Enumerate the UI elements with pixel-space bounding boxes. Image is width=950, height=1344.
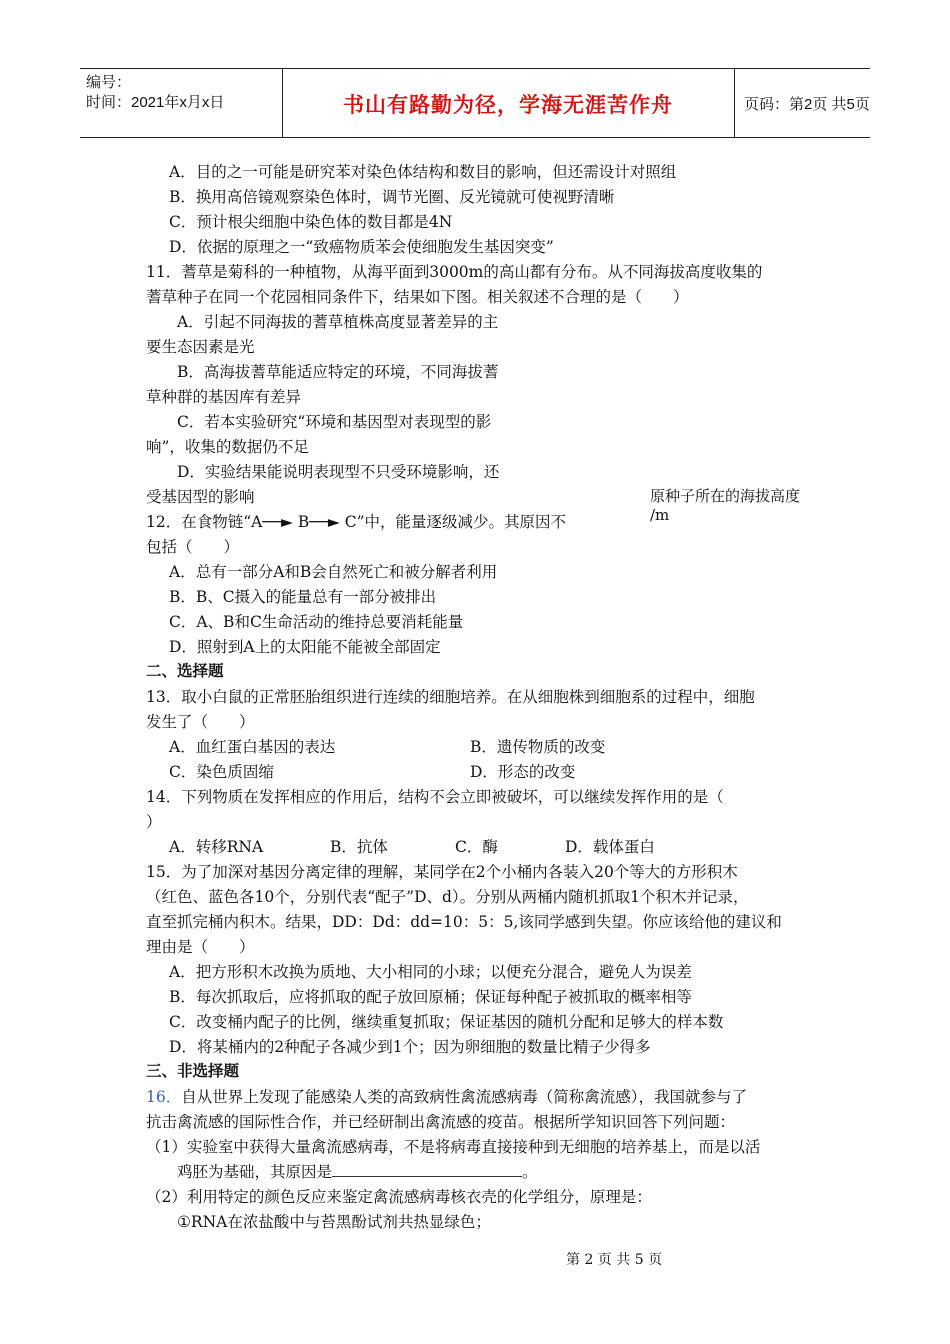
q10-option-a: A．目的之一可能是研究苯对染色体结构和数目的影响，但还需设计对照组 [169,163,677,181]
figure-caption: 原种子所在的海拔高度 [650,487,801,505]
q14-option-d: D．载体蛋白 [565,838,655,856]
q11-stem-2: 蓍草种子在同一个花园相同条件下，结果如下图。相关叙述不合理的是（ ） [146,288,689,306]
q11-option-c-2: 响”，收集的数据仍不足 [146,438,309,456]
header-page-cell [734,69,870,137]
q15-stem-3: 直至抓完桶内积木。结果，DD：Dd：dd=10：5：5,该同学感到失望。你应该给他的建议和 [146,913,782,931]
q12-option-c: C．A、B和C生命活动的维持总要消耗能量 [169,613,464,631]
q13-option-c: C．染色质固缩 [169,763,274,781]
q12-option-a: A．总有一部分A和B会自然死亡和被分解者利用 [169,563,498,581]
number-label: 编号： [86,74,132,91]
date-label: 时间：2021年x月x日 [86,94,225,111]
q16-number: 16． [146,1088,182,1106]
q16-stem-1-text: 自从世界上发现了能感染人类的高致病性禽流感病毒（简称禽流感），我国就参与了 [181,1088,747,1106]
q15-option-b: B．每次抓取后，应将抓取的配子放回原桶；保证每种配子被抓取的概率相等 [169,988,692,1006]
motto: 书山有路勤为径，学海无涯苦作舟 [343,94,673,117]
q14-stem-1: 14．下列物质在发挥相应的作用后，结构不会立即被破坏，可以继续发挥作用的是（ [146,788,724,806]
section-3-heading: 三、非选择题 [146,1063,240,1080]
section-2-heading: 二、选择题 [146,663,224,680]
q13-stem-2: 发生了（ ） [146,713,255,731]
header-motto-cell [282,69,735,137]
q13-option-b: B．遗传物质的改变 [470,738,606,756]
q11-option-b-1: B．高海拔蓍草能适应特定的环境，不同海拔蓍 [177,363,499,381]
q10-option-d: D．依据的原理之一“致癌物质苯会使细胞发生基因突变” [169,238,554,256]
q15-stem-4: 理由是（ ） [146,938,255,956]
q16-part-2: （2）利用特定的颜色反应来鉴定禽流感病毒核衣壳的化学组分，原理是： [146,1188,652,1206]
q16-stem-2: 抗击禽流感的国际性合作，并已经研制出禽流感的疫苗。根据所学知识回答下列问题： [146,1113,736,1131]
q16-part-1-end: 。 [522,1163,538,1181]
q11-option-a-1: A．引起不同海拔的蓍草植株高度显著差异的主 [177,313,499,331]
q14-stem-2: ） [146,813,162,831]
q14-option-c: C．酶 [455,838,498,856]
page-header [80,68,870,138]
q12-stem-2: 包括（ ） [146,538,240,556]
page-info: 页码：第2页 共5页 [744,96,870,113]
q15-stem-2: （红色、蓝色各10个，分别代表“配子”D、d）。分别从两桶内随机抓取1个积木并记录， [146,888,749,906]
q11-option-a-2: 要生态因素是光 [146,338,255,356]
q15-option-a: A．把方形积木改换为质地、大小相同的小球；以便充分混合，避免人为误差 [169,963,692,981]
q11-option-b-2: 草种群的基因库有差异 [146,388,302,406]
q12-stem-1: 12．在食物链“A──► B──► C”中，能量逐级减少。其原因不 [146,513,567,531]
q10-option-c: C．预计根尖细胞中染色体的数目都是4N [169,213,453,231]
q11-option-d-2: 受基因型的影响 [146,488,255,506]
q15-option-c: C．改变桶内配子的比例，继续重复抓取；保证基因的随机分配和足够大的样本数 [169,1013,724,1031]
figure-caption-unit: /m [650,506,670,524]
q16-part-1-text: 鸡胚为基础，其原因是 [177,1163,333,1181]
q12-option-b: B．B、C摄入的能量总有一部分被排出 [169,588,437,606]
q14-option-b: B．抗体 [330,838,388,856]
q13-option-d: D．形态的改变 [470,763,576,781]
q15-stem-1: 15．为了加深对基因分离定律的理解，某同学在2个小桶内各装入20个等大的方形积木 [146,863,738,881]
q16-part-2-principle-1: ①RNA在浓盐酸中与苔黑酚试剂共热显绿色； [177,1213,491,1231]
q13-stem-1: 13．取小白鼠的正常胚胎组织进行连续的细胞培养。在从细胞株到细胞系的过程中，细胞 [146,688,755,706]
q16-part-1-1: （1）实验室中获得大量禽流感病毒，不是将病毒直接接种到无细胞的培养基上，而是以活 [146,1138,761,1156]
header-meta [80,69,283,137]
q11-option-d-1: D．实验结果能说明表现型不只受环境影响，还 [177,463,500,481]
q10-option-b: B．换用高倍镜观察染色体时，调节光圈、反光镜就可使视野清晰 [169,188,615,206]
q12-option-d: D．照射到A上的太阳能不能被全部固定 [169,638,441,656]
q16-stem-1 [146,1087,747,1107]
q13-option-a: A．血红蛋白基因的表达 [169,738,336,756]
q15-option-d: D．将某桶内的2种配子各减少到1个；因为卵细胞的数量比精子少得多 [169,1038,651,1056]
q14-option-a: A．转移RNA [169,838,264,856]
page-footer: 第 2 页 共 5 页 [566,1252,663,1268]
q11-option-c-1: C．若本实验研究“环境和基因型对表现型的影 [177,413,492,431]
q11-stem-1: 11．蓍草是菊科的一种植物，从海平面到3000m的高山都有分布。从不同海拔高度收集的 [146,263,763,281]
answer-blank[interactable] [332,1162,522,1177]
q16-part-1-2 [177,1162,538,1182]
